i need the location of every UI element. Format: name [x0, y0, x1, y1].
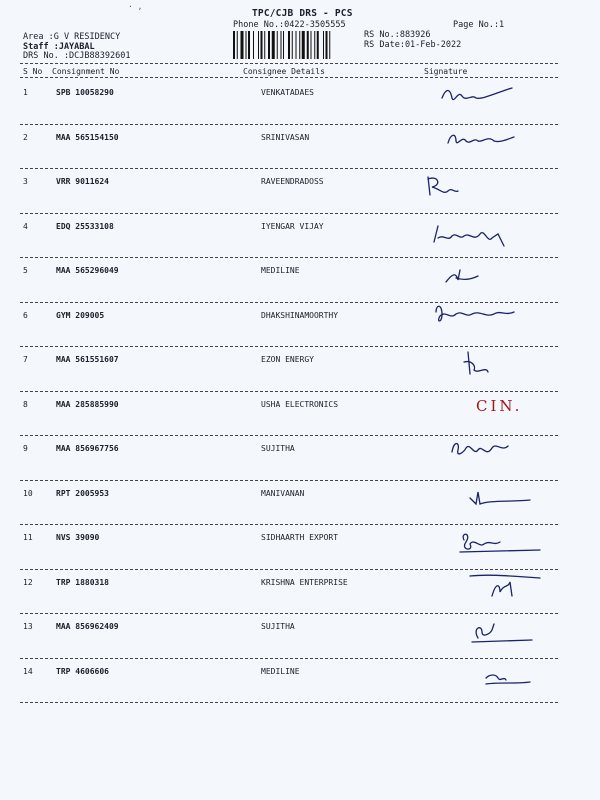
- area-label: Area :G V RESIDENCY: [23, 32, 121, 42]
- drs-number: DRS No. :DCJB88392601: [23, 51, 131, 61]
- row-divider: [20, 168, 558, 169]
- consignee-name: SIDHAARTH EXPORT: [261, 533, 339, 542]
- signature-image: [460, 532, 542, 562]
- signature-image: [448, 131, 514, 161]
- row-serial-number: 9: [23, 444, 28, 453]
- page-number: Page No.:1: [453, 20, 505, 30]
- scan-noise: · ,: [128, 2, 143, 11]
- row-divider: [20, 124, 558, 125]
- row-divider: [20, 213, 558, 214]
- row-serial-number: 2: [23, 132, 28, 142]
- consignment-number: MAA 565154150: [56, 132, 119, 142]
- document-title: TPC/CJB DRS - PCS: [252, 8, 353, 19]
- consignee-name: DHAKSHINAMOORTHY: [261, 310, 339, 320]
- consignment-number: TRP 4606606: [56, 666, 109, 676]
- row-serial-number: 13: [23, 622, 33, 631]
- row-divider: [20, 346, 558, 347]
- row-serial-number: 3: [23, 177, 28, 186]
- consignee-name: MEDILINE: [261, 266, 300, 275]
- signature-image: [476, 396, 522, 415]
- signature-image: [470, 574, 544, 604]
- signature-image: [446, 268, 478, 298]
- consignee-name: SUJITHA: [261, 622, 295, 631]
- consignee-name: VENKATADAES: [261, 88, 314, 97]
- row-divider: [20, 658, 558, 659]
- row-serial-number: 4: [23, 221, 28, 231]
- consignment-number: MAA 856967756: [56, 444, 119, 453]
- column-header-consignment: Consignment No: [52, 67, 120, 76]
- consignment-number: GYM 209005: [56, 310, 105, 320]
- signature-image: [464, 352, 490, 382]
- row-serial-number: 1: [23, 88, 28, 97]
- header-divider-top: [20, 63, 558, 64]
- row-divider: [20, 702, 558, 703]
- signature-image: [436, 304, 516, 334]
- row-serial-number: 6: [23, 310, 28, 320]
- signature-image: [470, 490, 532, 520]
- consignee-name: KRISHNA ENTERPRISE: [261, 577, 348, 587]
- row-serial-number: 12: [23, 577, 33, 587]
- row-serial-number: 11: [23, 533, 33, 542]
- consignment-number: TRP 1880318: [56, 577, 109, 587]
- signature-image: [442, 88, 530, 118]
- signature-text: CIN.: [476, 397, 523, 415]
- consignee-name: EZON ENERGY: [261, 355, 314, 364]
- signature-image: [434, 224, 504, 254]
- consignment-number: RPT 2005953: [56, 488, 109, 498]
- column-header-signature: Signature: [424, 67, 468, 76]
- row-divider: [20, 435, 558, 436]
- row-serial-number: 10: [23, 488, 33, 498]
- consignment-number: MAA 561551607: [56, 355, 119, 364]
- consignment-number: NVS 39090: [56, 533, 100, 542]
- row-divider: [20, 569, 558, 570]
- signature-image: [472, 620, 536, 650]
- row-divider: [20, 302, 558, 303]
- consignment-number: MAA 565296049: [56, 266, 119, 275]
- signature-image: [428, 175, 462, 205]
- staff-label: Staff :JAYABAL: [23, 42, 95, 52]
- row-divider: [20, 480, 558, 481]
- rs-date: RS Date:01-Feb-2022: [364, 40, 462, 50]
- row-serial-number: 14: [23, 666, 33, 676]
- row-serial-number: 5: [23, 266, 28, 275]
- consignment-number: MAA 856962409: [56, 622, 119, 631]
- consignment-number: VRR 9011624: [56, 177, 109, 186]
- column-header-consignee: Consignee Details: [243, 67, 325, 76]
- consignment-number: MAA 285885990: [56, 399, 119, 409]
- consignee-name: MEDILINE: [261, 666, 300, 676]
- column-header-sno: S No: [23, 67, 43, 76]
- signature-image: [452, 438, 508, 468]
- row-serial-number: 7: [23, 355, 28, 364]
- consignment-number: SPB 10058290: [56, 88, 114, 97]
- row-divider: [20, 524, 558, 525]
- phone-number: Phone No.:0422-3505555: [233, 20, 346, 30]
- row-divider: [20, 257, 558, 258]
- header-divider-bottom: [20, 77, 558, 78]
- consignment-number: EDQ 25533108: [56, 221, 114, 231]
- signature-image: [486, 670, 534, 700]
- consignee-name: RAVEENDRADOSS: [261, 177, 324, 186]
- consignee-name: USHA ELECTRONICS: [261, 399, 339, 409]
- consignee-name: MANIVANAN: [261, 488, 305, 498]
- consignee-name: IYENGAR VIJAY: [261, 221, 324, 231]
- consignee-name: SUJITHA: [261, 444, 295, 453]
- row-serial-number: 8: [23, 399, 28, 409]
- row-divider: [20, 391, 558, 392]
- consignee-name: SRINIVASAN: [261, 132, 310, 142]
- barcode-image: [233, 31, 359, 59]
- row-divider: [20, 613, 558, 614]
- rs-number: RS No.:883926: [364, 30, 431, 40]
